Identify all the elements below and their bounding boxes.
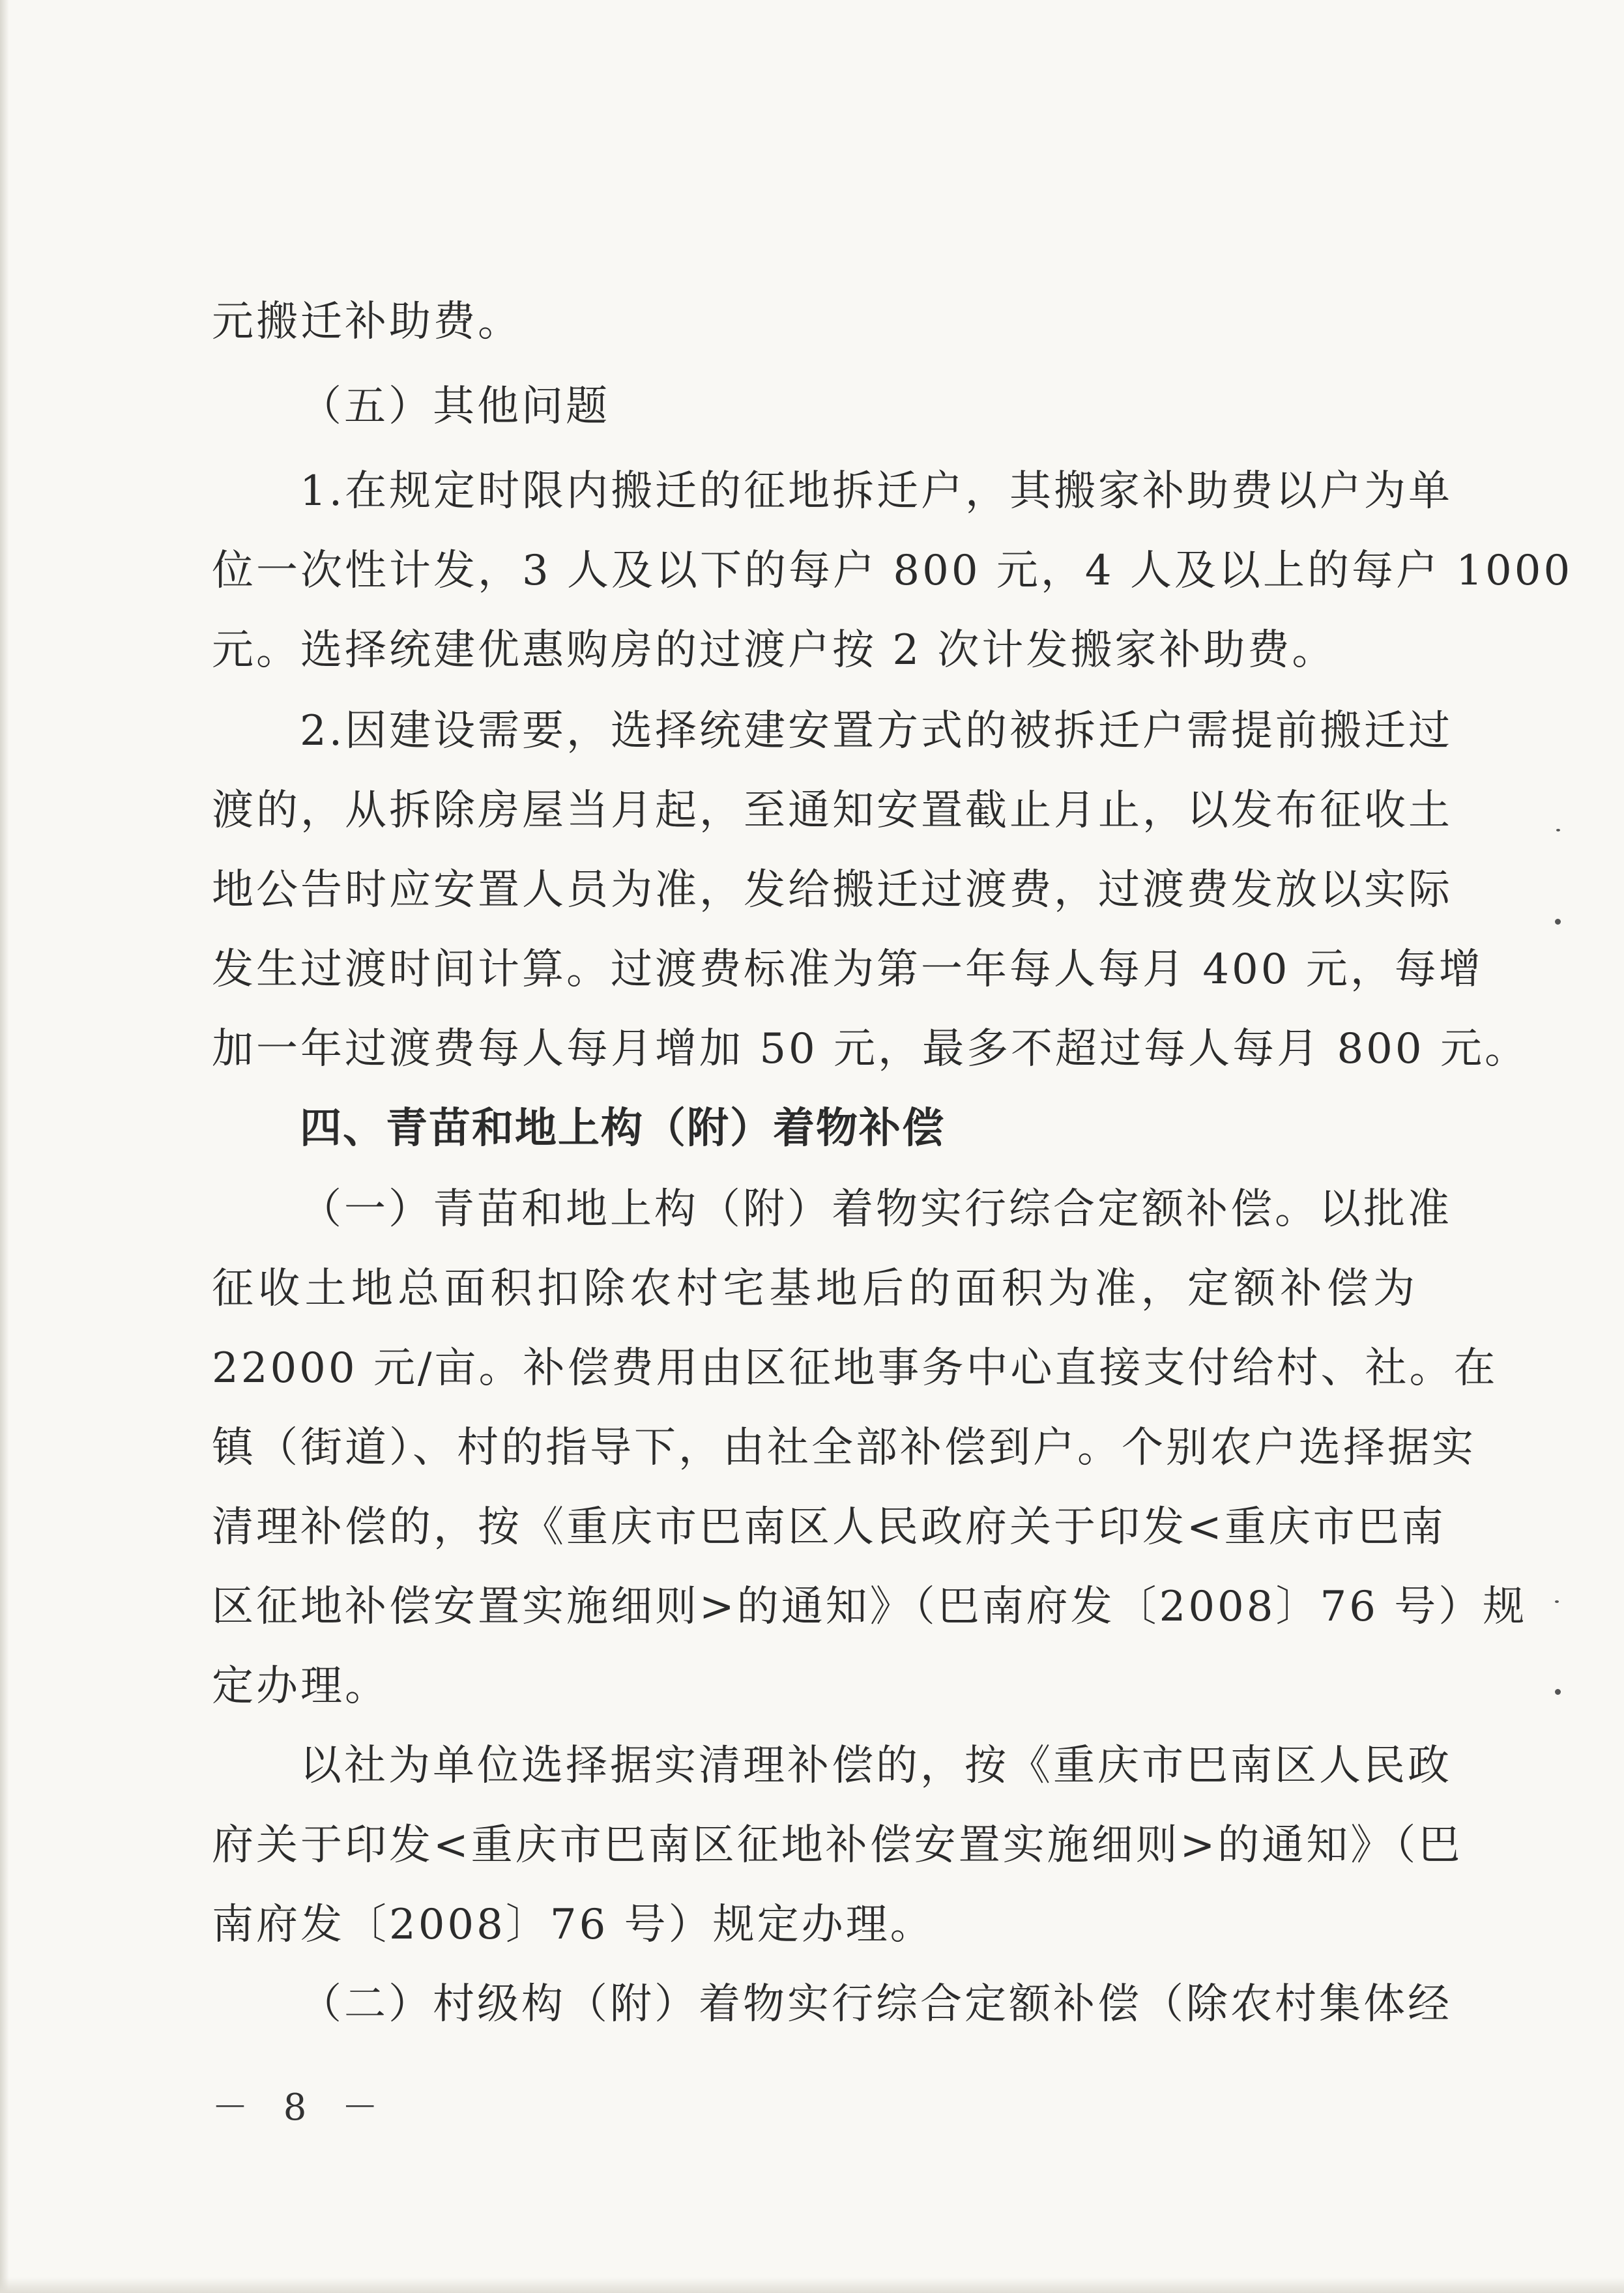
paragraph-line: （一）青苗和地上构（附）着物实行综合定额补偿。以批准 [300,1185,1452,1233]
paragraph-line: 2.因建设需要，选择统建安置方式的被拆迁户需提前搬迁过 [300,707,1453,755]
section-heading: （五）其他问题 [300,382,610,431]
text-line: 元搬迁补助费。 [212,298,522,346]
scan-speck [1555,919,1561,925]
scan-edge-left [0,0,9,2293]
paragraph-line: 以社为单位选择据实清理补偿的，按《重庆市巴南区人民政 [300,1742,1452,1790]
scan-speck [1555,1689,1561,1695]
paragraph-line: （二）村级构（附）着物实行综合定额补偿（除农村集体经 [300,1980,1452,2028]
paragraph-line: 地公告时应安置人员为准，发给搬迁过渡费，过渡费发放以实际 [212,866,1453,914]
paragraph-line: 镇（街道）、村的指导下，由社全部补偿到户。个别农户选择据实 [212,1424,1476,1472]
paragraph-line: 定办理。 [212,1662,389,1710]
scan-speck [1556,829,1560,831]
paragraph-line: 发生过渡时间计算。过渡费标准为第一年每人每月 400 元，每增 [212,945,1483,994]
paragraph-line: 清理补偿的，按《重庆市巴南区人民政府关于印发<重庆市巴南 [212,1503,1446,1551]
paragraph-line: 元。选择统建优惠购房的过渡户按 2 次计发搬家补助费。 [212,626,1337,674]
paragraph-line: 1.在规定时限内搬迁的征地拆迁户，其搬家补助费以户为单 [300,467,1453,515]
chapter-heading: 四、青苗和地上构（附）着物补偿 [300,1104,945,1153]
paragraph-line: 加一年过渡费每人每月增加 50 元，最多不超过每人每月 800 元。 [212,1025,1529,1073]
paragraph-line: 征收土地总面积扣除农村宅基地后的面积为准，定额补偿为 [212,1265,1417,1313]
scan-speck [1555,1600,1559,1603]
paragraph-line: 位一次性计发，3 人及以下的每户 800 元，4 人及以上的每户 1000 [212,547,1573,595]
page-number: － 8 － [212,2086,390,2129]
paragraph-line: 区征地补偿安置实施细则>的通知》（巴南府发〔2008〕76 号）规 [212,1583,1528,1631]
paragraph-line: 22000 元/亩。补偿费用由区征地事务中心直接支付给村、社。在 [212,1344,1498,1392]
scan-edge-bottom [0,2277,1624,2293]
paragraph-line: 府关于印发<重庆市巴南区征地补偿安置实施细则>的通知》（巴 [212,1821,1463,1869]
paragraph-line: 渡的，从拆除房屋当月起，至通知安置截止月止，以发布征收土 [212,786,1453,835]
paragraph-line: 南府发〔2008〕76 号）规定办理。 [212,1901,935,1949]
